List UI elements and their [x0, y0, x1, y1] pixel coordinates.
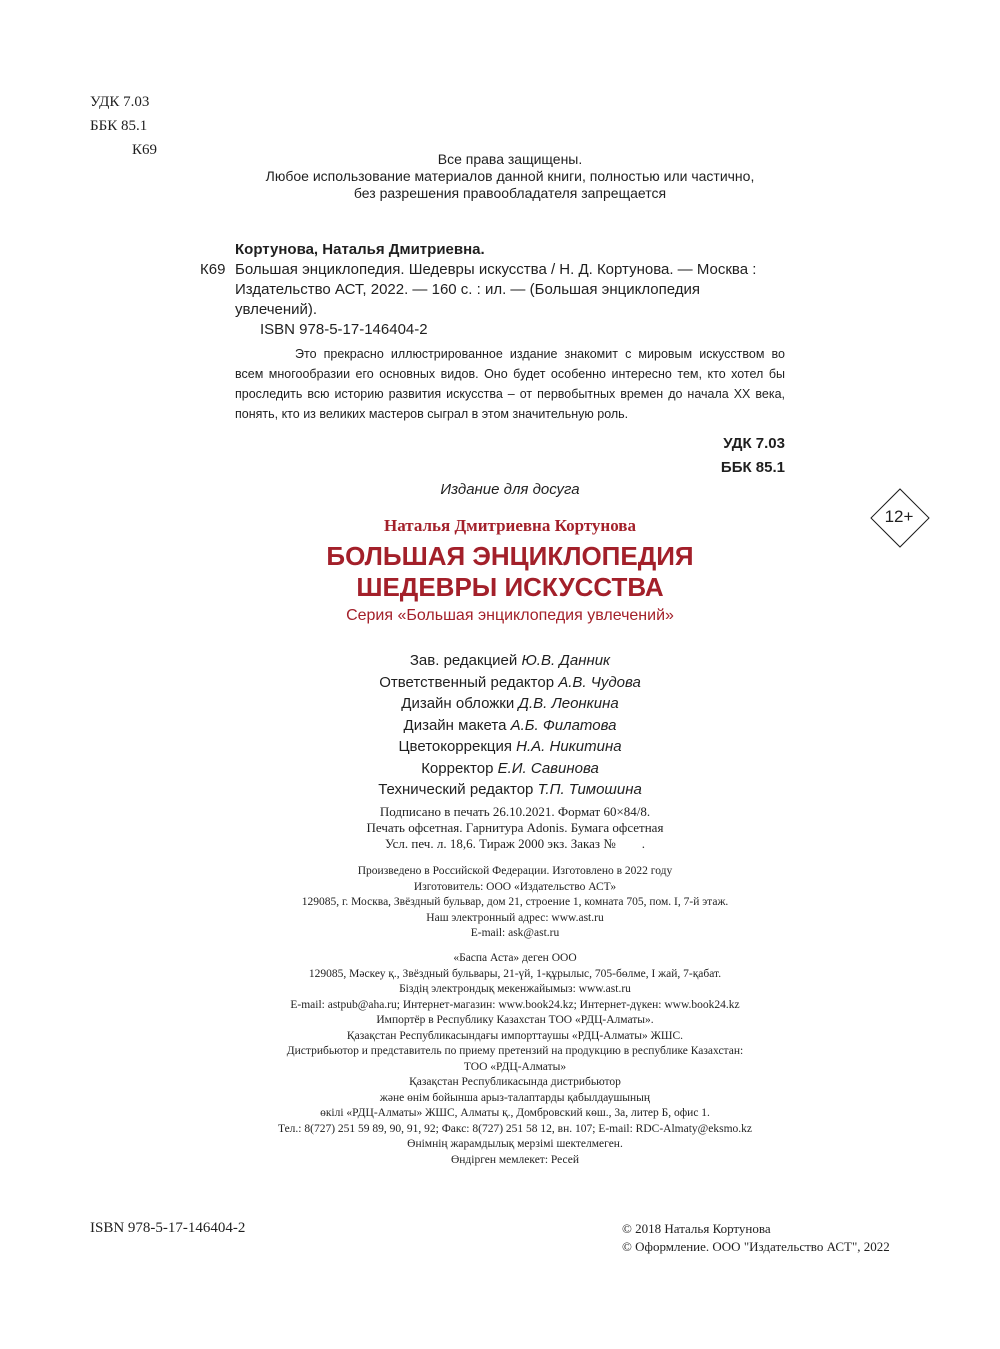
rights-line: Все права защищены. [437, 151, 583, 167]
credit-role: Дизайн обложки [401, 695, 515, 712]
print-info [15, 804, 1000, 852]
credit-name: Ю.В. Данник [521, 652, 611, 669]
credit-name: Д.В. Леонкина [518, 695, 619, 712]
book-title-line: ШЕДЕВРЫ ИСКУССТВА [356, 572, 664, 602]
age-rating-label: 12+ [884, 507, 914, 526]
manufacturer-info [15, 864, 1000, 942]
kz-line: және өнім бойынша арыз-талаптарды қабылдаушының [379, 1091, 651, 1104]
kz-line: Біздің электрондық мекенжайымыз: www.ast.ru [399, 983, 631, 995]
credit-name: Н.А. Никитина [516, 738, 622, 755]
credit-role: Технический редактор [378, 781, 534, 798]
kz-line: Өндірген мемлекет: Ресей [450, 1153, 580, 1166]
kz-line: Дистрибьютор и представитель по приему претензий на продукцию в республике Казахстан: [286, 1045, 744, 1057]
bib-codes [200, 432, 785, 480]
manufacturer-line: E-mail: ask@ast.ru [470, 927, 560, 939]
manufacturer-line: Изготовитель: ООО «Издательство АСТ» [413, 880, 617, 893]
rights-notice [10, 151, 1000, 202]
bib-entry-line: Большая энциклопедия. Шедевры искусства / Н. Д. Кортунова. — Москва : [235, 261, 757, 278]
credit-row [10, 672, 1000, 694]
kz-line: Тел.: 8(727) 251 59 89, 90, 91, 92; Факс: 8(727) 251 58 12, вн. 107; E-mail: RDC-Almaty@eksmo.kz [277, 1122, 752, 1135]
credit-role: Дизайн макета [403, 716, 507, 734]
credit-name: А.Б. Филатова [510, 716, 617, 734]
kz-line: «Баспа Аста» деген ООО [453, 952, 577, 964]
copyright-block [622, 1220, 890, 1256]
copyright-line: © 2018 Наталья Кортунова [622, 1221, 771, 1236]
kazakhstan-info [15, 951, 1000, 1168]
kz-line: Қазақстан Республикасында дистрибьютор [409, 1076, 621, 1088]
credit-row [10, 650, 1000, 672]
bib-bbk: ББК 85.1 [720, 459, 785, 476]
author-name: Наталья Дмитриевна Кортунова [383, 516, 636, 535]
bib-udk: УДК 7.03 [723, 435, 785, 452]
bib-author-heading: Кортунова, Наталья Дмитриевна. [235, 241, 485, 258]
credit-name: Т.П. Тимошина [537, 781, 642, 798]
manufacturer-line: Наш электронный адрес: www.ast.ru [426, 911, 604, 924]
rights-line: Любое использование материалов данной книги, полностью или частично, [265, 168, 755, 184]
kz-line: өкілі «РДЦ-Алматы» ЖШС, Алматы қ., Домбровский көш., 3а, литер Б, офис 1. [320, 1107, 710, 1119]
bbk-code: ББК 85.1 [90, 118, 148, 134]
kz-line: 129085, Мәскеу қ., Звёздный бульвары, 21-үй, 1-құрылыс, 705-бөлме, I жай, 7-қабат. [308, 967, 722, 980]
bib-isbn: ISBN 978-5-17-146404-2 [260, 321, 428, 338]
credit-role: Зав. редакцией [409, 652, 518, 669]
print-info-line: Усл. печ. л. 18,6. Тираж 2000 экз. Заказ № . [385, 836, 645, 851]
kz-line: Өнімнің жарамдылық мерзімі шектелмеген. [407, 1138, 623, 1150]
credit-row [10, 758, 1000, 780]
bib-entry-line: Издательство АСТ, 2022. — 160 с. : ил. — (Большая энциклопедия увлечений). [235, 281, 700, 318]
manufacturer-line: Произведено в Российской Федерации. Изготовлено в 2022 году [357, 865, 673, 877]
book-title [10, 541, 1000, 603]
kz-line: ТОО «РДЦ-Алматы» [463, 1060, 567, 1073]
bibliographic-record [200, 240, 785, 480]
credits-list [10, 650, 1000, 801]
kz-line: Қазақстан Республикасындағы импорттаушы «РДЦ-Алматы» ЖШС. [346, 1029, 684, 1042]
kz-line: Импортёр в Республику Казахстан ТОО «РДЦ-Алматы». [376, 1014, 654, 1026]
edition-note: Издание для досуга [440, 481, 580, 498]
credit-role: Ответственный редактор [379, 673, 555, 691]
copyright-line: © Оформление. ООО "Издательство АСТ", 2022 [622, 1239, 890, 1254]
author-mark: К69 [132, 142, 158, 158]
credit-name: А.В. Чудова [558, 673, 641, 691]
credit-role: Цветокоррекция [398, 738, 512, 755]
book-title-line: БОЛЬШАЯ ЭНЦИКЛОПЕДИЯ [326, 541, 694, 571]
credit-name: Е.И. Савинова [497, 759, 599, 777]
credit-role: Корректор [421, 759, 494, 777]
footer-isbn: ISBN 978-5-17-146404-2 [90, 1220, 246, 1236]
credit-row [10, 779, 1000, 801]
credit-row [10, 693, 1000, 715]
rights-line: без разрешения правообладателя запрещается [353, 185, 667, 201]
bib-author-mark: К69 [200, 261, 226, 278]
manufacturer-line: 129085, г. Москва, Звёздный бульвар, дом 21, строение 1, комната 705, пом. I, 7-й этаж. [301, 896, 729, 908]
bib-annotation: Это прекрасно иллюстрированное издание знакомит с мировым искусством во всем многообразии его основных видов. Оно будет особенно интересно тем, кто хотел бы проследить всю историю развития искусства – от первобытных времен до начала ХХ века, понять, кто из великих мастеров сыграл в этом значительную роль. [235, 347, 785, 421]
print-info-line: Печать офсетная. Гарнитура Adonis. Бумага офсетная [366, 820, 664, 835]
bib-entry [200, 260, 785, 280]
series-name: Серия «Большая энциклопедия увлечений» [346, 607, 674, 624]
credit-row [10, 715, 1000, 737]
credit-row [10, 736, 1000, 758]
udk-code: УДК 7.03 [90, 94, 150, 110]
print-info-line: Подписано в печать 26.10.2021. Формат 60×84/8. [379, 804, 651, 819]
kz-line: E-mail: astpub@aha.ru; Интернет-магазин: www.book24.kz; Интернет-дүкен: www.book24.kz [290, 998, 740, 1011]
